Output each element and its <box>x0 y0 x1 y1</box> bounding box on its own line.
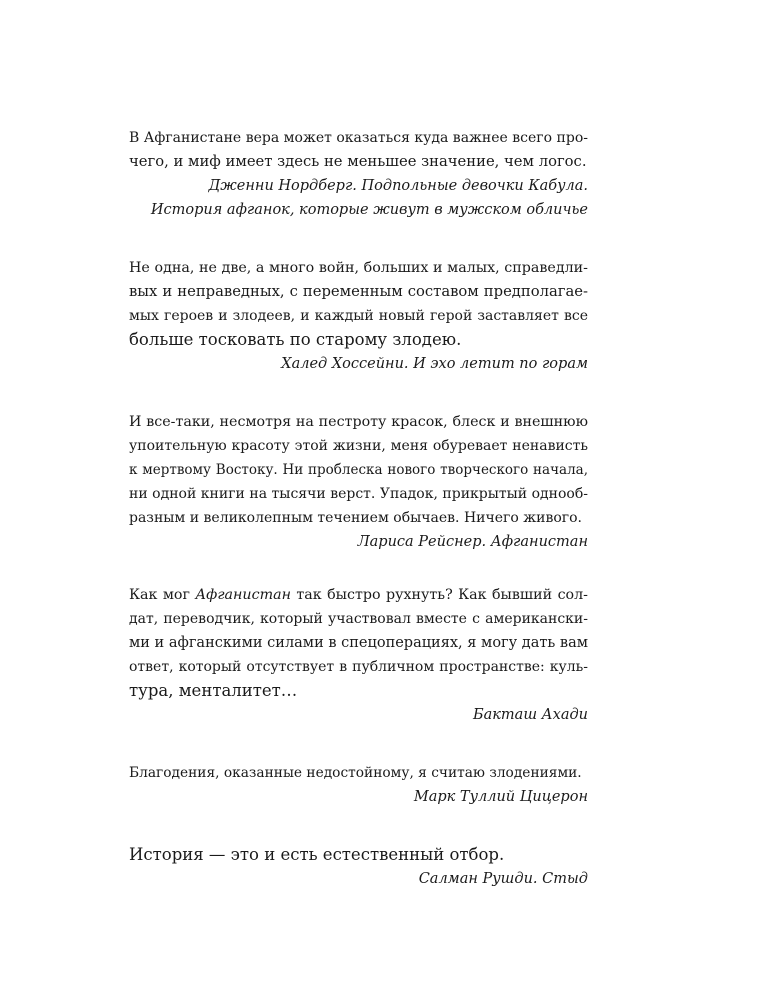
quote-text: так быстро рухнуть? Как бывший сол- <box>290 587 588 603</box>
quote-line: к мертвому Востоку. Ни проблеска нового творческого начала, <box>129 462 588 478</box>
epigraph-ahadi <box>129 583 588 727</box>
quote-line: ответ, который отсутствует в публичном пространстве: куль- <box>129 659 588 675</box>
quote-line: История — это и есть естественный отбор. <box>129 845 505 864</box>
quote-line: ни одной книги на тысячи верст. Упадок, прикрытый однооб- <box>129 486 588 502</box>
attribution-line: Бакташ Ахади <box>472 707 588 723</box>
quote-line: вых и неправедных, с переменным составом предполагае- <box>129 283 588 300</box>
quote-line-first <box>129 583 588 607</box>
quote-line: Благодения, оказанные недостойному, я считаю злодениями. <box>129 765 582 781</box>
epigraph-rushdie <box>129 843 588 891</box>
quote-line: И все-таки, несмотря на пестроту красок, блеск и внешнюю <box>129 414 588 430</box>
attribution-line: Марк Туллий Цицерон <box>413 789 588 805</box>
quote-line: мых героев и злодеев, и каждый новый герой заставляет все <box>129 308 588 324</box>
quote-line: чего, и миф имеет здесь не меньшее значение, чем логос. <box>129 153 587 170</box>
quote-line: дат, переводчик, который участвовал вместе с американски- <box>129 611 588 627</box>
quote-line: Не одна, не две, а много войн, больших и малых, справедли- <box>129 260 588 276</box>
epigraph-nordberg <box>129 126 588 222</box>
quote-italic-word: Афганистан <box>195 587 291 603</box>
attribution-line: Дженни Нордберг. Подпольные девочки Кабула. <box>208 178 588 194</box>
epigraph-reisner <box>129 410 588 554</box>
quote-line: упоительную красоту этой жизни, меня обуревает ненависть <box>129 438 588 454</box>
quote-line: больше тосковать по старому злодею. <box>129 330 462 349</box>
epigraph-cicero <box>129 761 588 809</box>
quote-line: ми и афганскими силами в спецоперациях, я могу дать вам <box>129 635 588 651</box>
quote-line: тура, менталитет… <box>129 681 298 700</box>
attribution-line: Халед Хоссейни. И эхо летит по горам <box>281 356 588 372</box>
attribution-line: Лариса Рейснер. Афганистан <box>357 534 588 550</box>
epigraph-hosseini <box>129 256 588 376</box>
attribution-line: История афганок, которые живут в мужском обличье <box>150 202 588 218</box>
attribution-line: Салман Рушди. Стыд <box>418 871 588 887</box>
quote-text: Как мог <box>129 587 196 603</box>
quote-line: разным и великолепным течением обычаев. Ничего живого. <box>129 510 582 526</box>
quote-line: В Афганистане вера может оказаться куда важнее всего про- <box>129 130 588 146</box>
